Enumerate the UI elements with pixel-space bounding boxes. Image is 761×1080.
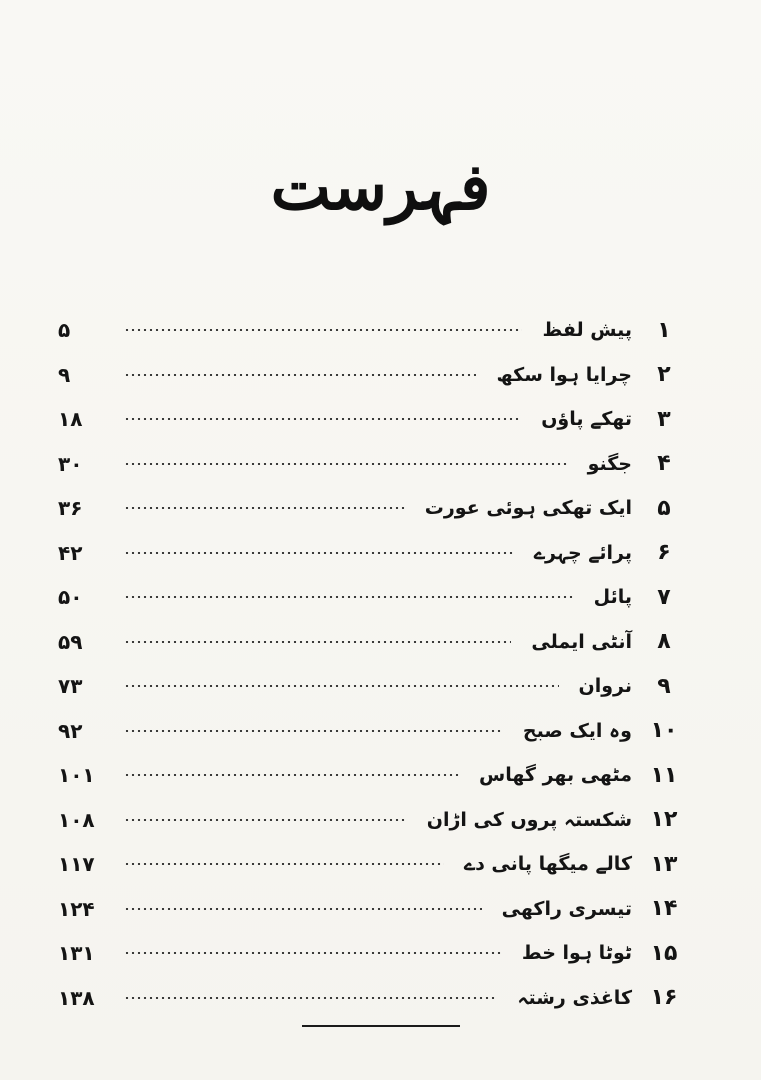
dot-leader bbox=[124, 374, 476, 376]
entry-number: ۲ bbox=[657, 362, 671, 388]
entry-page-number: ۱۸ bbox=[58, 407, 83, 432]
toc-row bbox=[58, 798, 688, 843]
dot-leader bbox=[124, 463, 568, 465]
entry-page-number: ۳۰ bbox=[58, 451, 83, 476]
bottom-rule bbox=[302, 1025, 460, 1027]
toc-row bbox=[58, 976, 688, 1021]
entry-number: ۱۶ bbox=[650, 985, 678, 1011]
dot-leader bbox=[124, 596, 574, 598]
dot-leader bbox=[124, 774, 459, 776]
dot-leader bbox=[124, 685, 559, 687]
entry-number: ۱۱ bbox=[650, 762, 678, 788]
entry-title: کاغذی رشتہ bbox=[517, 986, 632, 1009]
toc-row bbox=[58, 664, 688, 709]
entry-title: پیش لفظ bbox=[542, 319, 632, 342]
entry-page-number: ۱۳۱ bbox=[58, 941, 95, 966]
entry-page-number: ۱۱۷ bbox=[58, 852, 95, 877]
table-of-contents bbox=[58, 308, 688, 1020]
page-title: فہرست bbox=[270, 150, 491, 225]
toc-row bbox=[58, 575, 688, 620]
toc-row bbox=[58, 531, 688, 576]
dot-leader bbox=[124, 552, 514, 554]
toc-row bbox=[58, 842, 688, 887]
toc-row bbox=[58, 308, 688, 353]
toc-row bbox=[58, 887, 688, 932]
dot-leader bbox=[124, 507, 405, 509]
entry-page-number: ۱۰۸ bbox=[58, 807, 95, 832]
entry-title: کالے میگھا پانی دے bbox=[463, 853, 632, 876]
toc-row bbox=[58, 709, 688, 754]
entry-page-number: ۱۳۸ bbox=[58, 985, 95, 1010]
toc-row bbox=[58, 486, 688, 531]
entry-number: ۱۴ bbox=[650, 896, 678, 922]
entry-title: شکستہ پروں کی اڑان bbox=[426, 808, 632, 831]
entry-title: جگنو bbox=[587, 452, 632, 475]
entry-number: ۷ bbox=[657, 584, 671, 610]
dot-leader bbox=[124, 997, 497, 999]
entry-title: پرائے چہرے bbox=[533, 541, 632, 564]
entry-number: ۱۰ bbox=[650, 718, 678, 744]
entry-page-number: ۹ bbox=[58, 362, 71, 387]
toc-row bbox=[58, 931, 688, 976]
entry-title: تیسری راکھی bbox=[501, 897, 632, 920]
dot-leader bbox=[124, 908, 482, 910]
entry-title: نروان bbox=[578, 675, 632, 698]
entry-number: ۱۳ bbox=[650, 851, 678, 877]
entry-number: ۱۲ bbox=[650, 807, 678, 833]
entry-page-number: ۵۹ bbox=[58, 629, 83, 654]
dot-leader bbox=[124, 641, 511, 643]
entry-page-number: ۷۳ bbox=[58, 674, 83, 699]
dot-leader bbox=[124, 952, 502, 954]
entry-title: پائل bbox=[593, 586, 632, 609]
toc-row bbox=[58, 442, 688, 487]
entry-page-number: ۱۰۱ bbox=[58, 763, 95, 788]
entry-number: ۹ bbox=[657, 673, 671, 699]
dot-leader bbox=[124, 863, 444, 865]
entry-title: آنٹی ایملی bbox=[531, 630, 632, 653]
entry-title: چرایا ہوا سکھ bbox=[496, 363, 632, 386]
entry-number: ۸ bbox=[657, 629, 671, 655]
entry-page-number: ۱۲۴ bbox=[58, 896, 95, 921]
entry-number: ۱۵ bbox=[650, 940, 678, 966]
entry-number: ۵ bbox=[657, 495, 671, 521]
entry-title: ایک تھکی ہوئی عورت bbox=[424, 497, 632, 520]
entry-title: ٹوٹا ہوا خط bbox=[521, 942, 632, 965]
dot-leader bbox=[124, 418, 521, 420]
entry-page-number: ۵ bbox=[58, 318, 71, 343]
entry-number: ۴ bbox=[657, 451, 671, 477]
dot-leader bbox=[124, 819, 407, 821]
entry-page-number: ۹۲ bbox=[58, 718, 83, 743]
toc-row bbox=[58, 753, 688, 798]
entry-number: ۶ bbox=[657, 540, 671, 566]
entry-number: ۱ bbox=[657, 317, 671, 343]
entry-title: مٹھی بھر گھاس bbox=[479, 764, 632, 787]
dot-leader bbox=[124, 329, 522, 331]
entry-page-number: ۳۶ bbox=[58, 496, 83, 521]
entry-title: تھکے پاؤں bbox=[541, 408, 632, 431]
entry-title: وہ ایک صبح bbox=[522, 719, 632, 742]
entry-page-number: ۵۰ bbox=[58, 585, 83, 610]
toc-row bbox=[58, 397, 688, 442]
entry-number: ۳ bbox=[657, 406, 671, 432]
toc-row bbox=[58, 353, 688, 398]
entry-page-number: ۴۲ bbox=[58, 540, 83, 565]
toc-row bbox=[58, 620, 688, 665]
dot-leader bbox=[124, 730, 503, 732]
